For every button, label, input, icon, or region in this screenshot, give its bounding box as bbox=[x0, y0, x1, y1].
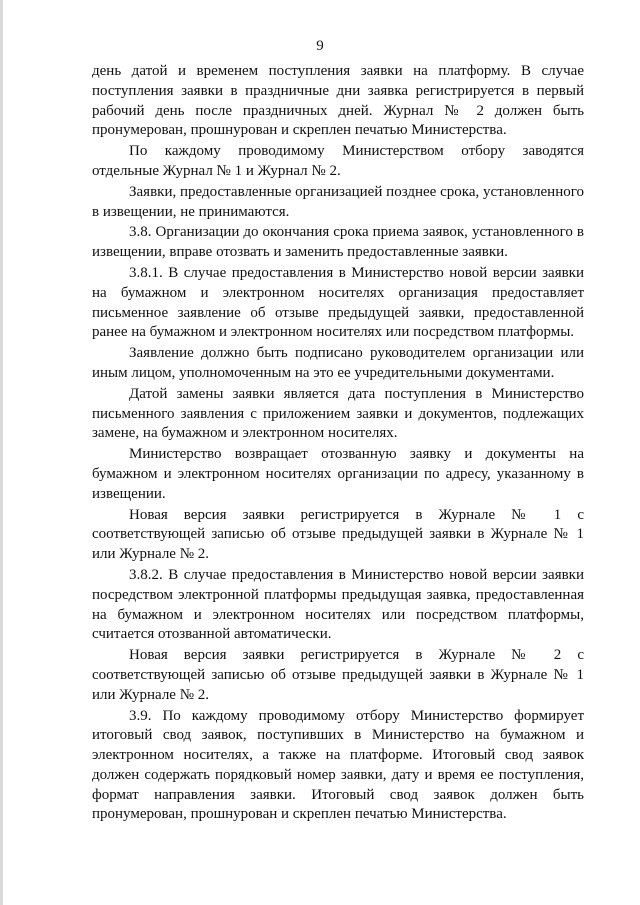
paragraph: Министерство возвращает отозванную заявку и документы на бумажном и электронном носителях организации по адресу, указанному в извещении. bbox=[92, 446, 584, 502]
paragraph: Датой замены заявки является дата поступления в Министерство письменного заявления с приложением заявки и документов, подлежащих замене, на бумажном и электронном носителях. bbox=[92, 385, 584, 442]
paragraph: 3.9. По каждому проводимому отбору Министерство формирует итоговый свод заявок, поступивших в Министерство на бумажном и электронном носителях, а также на платформе. Итоговый свод заявок должен содержать порядковый номер заявки, дату и время ее поступления, формат направления заявки. Итоговый свод заявок должен быть пронумерован, прошнурован и скреплен печатью Министерства. bbox=[92, 707, 584, 823]
document-body bbox=[92, 62, 584, 826]
paragraph: Новая версия заявки регистрируется в Журнале № 2 с соответствующей записью об отзыве предыдущей заявки в Журнале № 1 или Журнале № 2. bbox=[92, 647, 584, 703]
paragraph: Заявление должно быть подписано руководителем организации или иным лицом, уполномоченным на это ее учредительными документами. bbox=[92, 345, 584, 381]
paragraph: 3.8.2. В случае предоставления в Министерство новой версии заявки посредством электронной платформы предыдущая заявка, предоставленная на бумажном и электронном носителях или посредством платформы, считается отозванной автоматически. bbox=[92, 566, 584, 643]
paragraph: Новая версия заявки регистрируется в Журнале № 1 с соответствующей записью об отзыве предыдущей заявки в Журнале № 1 или Журнале № 2. bbox=[92, 506, 584, 563]
paragraph: 3.8. Организации до окончания срока приема заявок, установленного в извещении, вправе отозвать и заменить предоставленные заявки. bbox=[92, 224, 584, 261]
scan-edge bbox=[0, 0, 3, 905]
paragraph: Заявки, предоставленные организацией позднее срока, установленного в извещении, не принимаются. bbox=[92, 183, 584, 220]
paragraph: По каждому проводимому Министерством отбору заводятся отдельные Журнал № 1 и Журнал № 2. bbox=[92, 143, 584, 179]
page-number: 9 bbox=[316, 38, 324, 54]
paragraph: день датой и временем поступления заявки на платформу. В случае поступления заявки в праздничные дни заявка регистрируется в первый рабочий день после праздничных дней. Журнал № 2 должен быть пронумерован, прошнурован и скреплен печатью Министерства. bbox=[92, 63, 584, 139]
paragraph: 3.8.1. В случае предоставления в Министерство новой версии заявки на бумажном и электронном носителях организация предоставляет письменное заявление об отзыве предыдущей заявки, предоставленной ранее на бумажном и электронном носителях или посредством платформы. bbox=[92, 264, 584, 341]
